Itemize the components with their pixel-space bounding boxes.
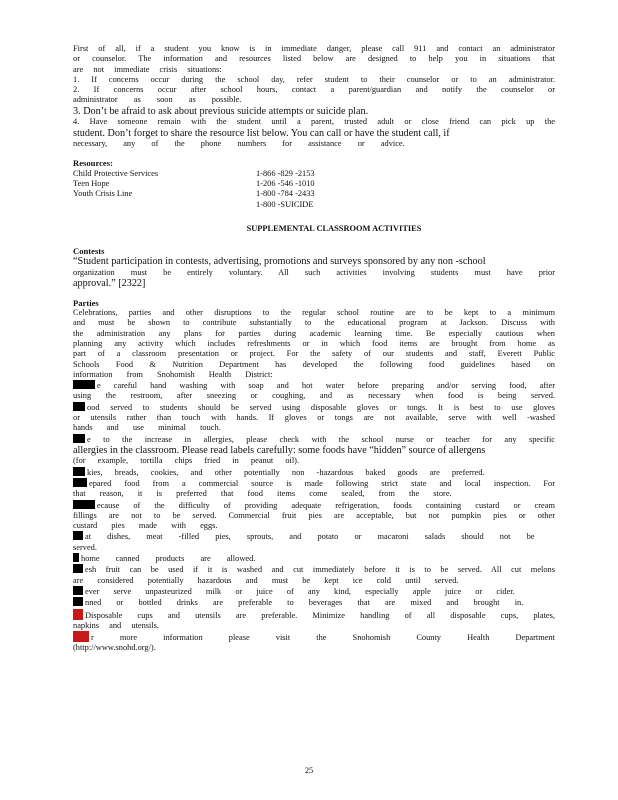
guideline-cont: (for example, tortilla chips fried in peanut oil).	[73, 456, 300, 466]
guideline-item	[73, 467, 555, 478]
contests-quote: approval.” [2322]	[73, 278, 146, 290]
redaction-mark	[73, 586, 83, 595]
redaction-mark	[73, 631, 89, 642]
redaction-mark	[73, 564, 83, 573]
guideline-cont: that reason, it is preferred that food items come sealed, from the store.	[73, 489, 452, 499]
guideline-text: at dishes, meat -filled pies, sprouts, and potato or macaroni salads should not be served.	[73, 532, 535, 552]
guideline-text: ecause of the difficulty of providing adequate refrigeration, foods containing custard or cream	[97, 500, 555, 510]
guideline-text: kies, breads, cookies, and other potentially non -hazardous baked goods are preferred.	[87, 467, 485, 477]
resource-row	[73, 179, 555, 189]
guideline-cont: using the restroom, after sneezing or coughing, and as necessary when food is being served.	[73, 391, 555, 401]
guideline-cont: custard pies made with eggs.	[73, 521, 218, 531]
resources-list	[73, 169, 555, 210]
guideline-cont: allergies in the classroom. Please read labels carefully: some foods have “hidden” source of allergens	[73, 444, 486, 456]
guideline-text: Disposable cups and utensils are preferable. Minimize handling of all disposable cups, plates,	[85, 610, 555, 620]
resource-row	[73, 200, 555, 210]
step-1: 1. If concerns occur during the school day, refer student to their counselor or to an administrator.	[73, 74, 555, 84]
step-2: 2. If concerns occur after school hours, contact a parent/guardian and notify the counselor or	[73, 85, 555, 95]
guideline-cont: hands and use minimal touch.	[73, 423, 221, 433]
parties-line: Celebrations, parties and other disruptions to the regular school routine are to be kept to a minimum	[73, 308, 555, 318]
resource-phone: 1-866 -829 -2153	[256, 168, 315, 178]
guideline-cont: napkins and utensils.	[73, 620, 160, 630]
page-number: 25	[304, 766, 314, 775]
document-body	[73, 44, 555, 654]
resource-phone: 1-800 -784 -2433	[256, 189, 315, 199]
guideline-cont: are considered potentially hazardous and must be kept ice cold until served.	[73, 575, 459, 585]
guideline-item	[73, 478, 555, 489]
resource-name: Youth Crisis Line	[73, 189, 133, 199]
parties-line: the administration any plans for parties during academic learning time. Be especially cautious when	[73, 328, 555, 338]
guideline-item	[73, 631, 555, 643]
parties-line: planning any activity which includes refreshments or in which food items are brought from home as	[73, 338, 555, 348]
guideline-text: nned or bottled drinks are preferable to beverages that are mixed and brought in.	[85, 598, 524, 608]
guideline-text: ever serve unpasteurized milk or juice of any kind, especially apple juice or cider.	[85, 586, 515, 596]
guideline-item	[73, 434, 555, 445]
parties-heading: Parties	[73, 297, 99, 308]
guideline-text: epared food from a commercial source is made following strict state and local inspection. For	[89, 479, 555, 488]
guideline-cont: fillings are not to be served. Commercial fruit pies are acceptable, but not pumpkin pies or other	[73, 510, 555, 520]
guideline-text: r more information please visit the Snohomish County Health Department	[91, 633, 555, 643]
intro-line: are not immediate crisis situations:	[73, 64, 222, 74]
guideline-text: home canned products are allowed.	[81, 554, 256, 564]
guideline-item	[73, 609, 555, 621]
resource-row	[73, 189, 555, 199]
step-4-cont: necessary, any of the phone numbers for assistance or advice.	[73, 139, 405, 149]
redaction-mark	[73, 597, 83, 606]
redaction-mark	[73, 467, 85, 476]
redaction-mark	[73, 609, 83, 620]
guideline-item	[73, 586, 555, 597]
guideline-item	[73, 531, 555, 553]
intro-line: or counselor. The information and resources listed below are designed to help you in situations that	[73, 54, 555, 64]
redaction-mark	[73, 553, 79, 562]
contests-quote: organization must be entirely voluntary. All such activities involving students must have prior	[73, 267, 555, 277]
guideline-item	[73, 500, 555, 511]
step-4-cont: student. Don’t forget to share the resource list below. You can call or have the student call, if	[73, 127, 450, 139]
guideline-text: esh fruit can be used if it is washed and cut immediately before it is to be served. All cut melons	[85, 565, 555, 575]
resource-name: Teen Hope	[73, 178, 110, 188]
resource-phone: 1-800 -SUICIDE	[256, 199, 314, 209]
intro-line: First of all, if a student you know is in immediate danger, please call 911 and contact an administrator	[73, 44, 555, 53]
parties-line: part of a classroom presentation or project. For the safety of our students and staff, Everett Public	[73, 349, 555, 359]
guideline-item	[73, 597, 555, 608]
resource-row	[73, 169, 555, 179]
step-4: 4. Have someone remain with the student until a parent, trusted adult or close friend can pick up the	[73, 117, 555, 127]
parties-line: and must be shown to contribute substantially to the educational program at Jackson. Discuss with	[73, 318, 555, 328]
resources-heading: Resources:	[73, 158, 113, 169]
guideline-cont: (http://www.snohd.org/).	[73, 643, 156, 653]
contests-quote: “Student participation in contests, advertising, promotions and surveys sponsored by any non -school	[73, 256, 486, 268]
guideline-text: e to the increase in allergies, please check with the school nurse or teacher for any specific	[87, 434, 555, 444]
redaction-mark	[73, 478, 87, 487]
resource-name	[73, 200, 256, 210]
resource-phone: 1-206 -546 -1010	[256, 178, 315, 188]
guideline-cont: or utensils rather than touch with hands. If gloves or tongs are not available, serve with well -washed	[73, 413, 555, 423]
contests-heading: Contests	[73, 246, 105, 257]
redaction-mark	[73, 380, 95, 389]
resource-name: Child Protective Services	[73, 168, 159, 178]
redaction-mark	[73, 531, 83, 540]
parties-line: Schools Food & Nutrition Department has developed the following food guidelines based on	[73, 359, 555, 369]
redaction-mark	[73, 434, 85, 443]
guideline-item	[73, 380, 555, 391]
guideline-item	[73, 402, 555, 413]
step-3: 3. Don’t be afraid to ask about previous suicide attempts or suicide plan.	[73, 105, 369, 117]
guideline-text: e careful hand washing with soap and hot water before preparing and/or serving food, after	[97, 381, 555, 391]
redaction-mark	[73, 402, 85, 411]
guideline-item	[73, 553, 555, 564]
step-2-cont: administrator as soon as possible.	[73, 95, 242, 105]
guideline-text: ood served to students should be served using disposable gloves or tongs. It is best to use gloves	[87, 402, 555, 412]
guideline-item	[73, 564, 555, 575]
section-heading: SUPPLEMENTAL CLASSROOM ACTIVITIES	[246, 223, 422, 233]
parties-line: information from Snohomish Health District:	[73, 369, 273, 379]
redaction-mark	[73, 500, 95, 509]
